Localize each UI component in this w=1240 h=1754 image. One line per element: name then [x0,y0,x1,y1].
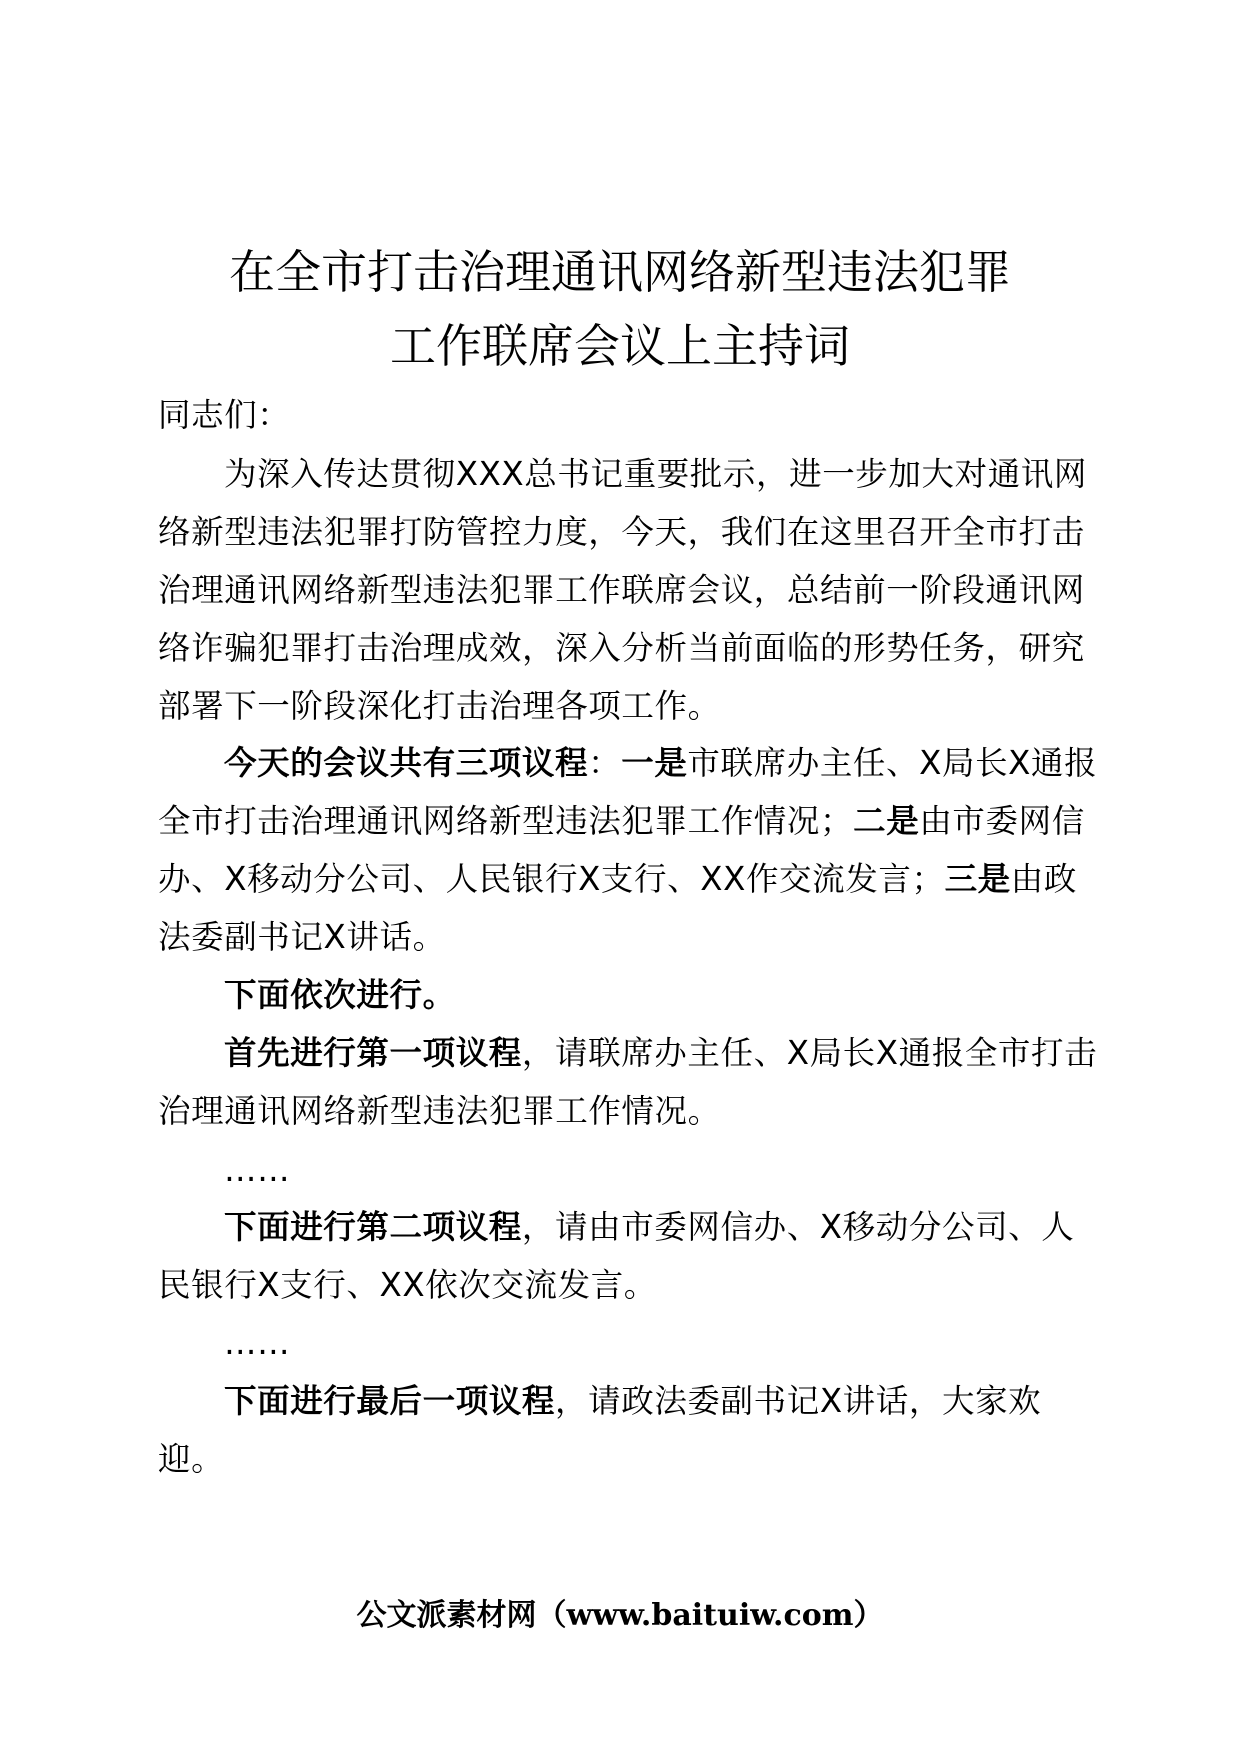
paragraph-second-item-text [158,1198,1098,1314]
agenda-item-2-label: 二是 [853,802,920,840]
paragraph-first-item [158,1024,1098,1140]
paragraph-intro-text: 为深入传达贯彻XXX总书记重要批示，进一步加大对通讯网络新型违法犯罪打防管控力度，今天，我们在这里召开全市打击治理通讯网络新型违法犯罪工作联席会议，总结前一阶段通讯网络诈骗犯罪打击治理成效，深入分析当前面临的形势任务，研究部署下一阶段深化打击治理各项工作。 [158,455,1087,725]
paragraph-proceed-text: 下面依次进行。 [224,976,456,1014]
agenda-item-1-label: 一是 [621,744,688,782]
agenda-item-2-text: 由市委网信办、X移动分公司、人民银行X支行、XX作交流发言； [158,802,1085,898]
ellipsis-2 [158,1314,1098,1372]
first-item-rest: ，请联席办主任、X局长X通报全市打击治理通讯网络新型违法犯罪工作情况。 [158,1034,1098,1130]
agenda-item-3-text: 由政法委副书记X讲话。 [158,860,1077,956]
document-title-line-2: 工作联席会议上主持词 [390,319,850,373]
document-title-line-1: 在全市打击治理通讯网络新型违法犯罪 [229,245,1011,299]
paragraph-last-item-text [158,1372,1098,1488]
second-item-rest: ，请由市委网信办、X移动分公司、人民银行X支行、XX依次交流发言。 [158,1208,1075,1304]
ellipsis-1-text: …… [224,1151,291,1189]
agenda-lead: 今天的会议共有三项议程 [224,744,589,782]
agenda-colon: ： [588,744,622,782]
paragraph-agenda-text [158,734,1098,966]
agenda-item-3-label: 三是 [944,860,1011,898]
second-item-lead: 下面进行第二项议程 [224,1208,522,1246]
footer-watermark: 公文派素材网（www.baituiw.com） [356,1598,884,1633]
greeting-text: 同志们： [158,396,291,434]
paragraph-intro [158,445,1098,735]
greeting [158,386,1098,444]
ellipsis-1 [158,1141,1098,1199]
first-item-lead: 首先进行第一项议程 [224,1034,522,1072]
paragraph-proceed [158,966,1098,1024]
last-item-lead: 下面进行最后一项议程 [224,1382,556,1420]
agenda-item-1-text: 市联席办主任、X局长X通报全市打击治理通讯网络新型违法犯罪工作情况； [158,744,1098,840]
paragraph-agenda [158,734,1098,966]
paragraph-first-item-text [158,1024,1098,1140]
ellipsis-2-text: …… [224,1324,291,1362]
paragraph-second-item [158,1198,1098,1314]
last-item-rest: ，请政法委副书记X讲话，大家欢迎。 [158,1382,1042,1478]
paragraph-last-item [158,1372,1098,1488]
